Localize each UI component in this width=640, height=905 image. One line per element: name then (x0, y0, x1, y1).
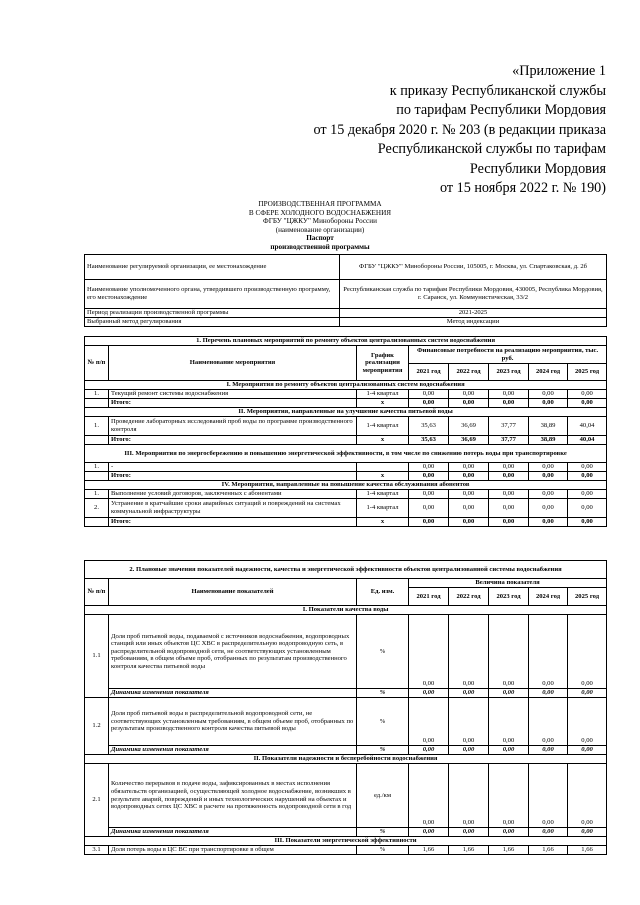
row-value: 0,00 (409, 764, 449, 828)
row-value: 0,00 (409, 490, 449, 499)
row-name: Текущий ремонт системы водоснабжения (109, 390, 357, 399)
row-num: 1. (85, 417, 109, 436)
row-value: 0,00 (529, 615, 568, 689)
row-value: 0,00 (568, 499, 607, 518)
row-value: 0,00 (489, 390, 529, 399)
dynamics-unit: % (357, 828, 409, 837)
row-unit: % (357, 846, 409, 855)
total-value: 0,00 (409, 518, 449, 527)
row-name: Доля проб питьевой воды, подаваемой с источников водоснабжения, водопроводных станций или иных объектов ЦС ХВС в распределительную водопроводную сеть, в распределительной водопроводной сети, не соответствующих установленным требованиям, в общем объеме проб, отобранных по результатам производственного контроля качества питьевой воды (109, 615, 357, 689)
indicators-table (84, 560, 607, 855)
dynamics-value: 0,00 (409, 828, 449, 837)
passport-row (85, 318, 607, 327)
row-value: 0,00 (529, 390, 568, 399)
row-num: 1.1 (85, 615, 109, 698)
passport-subtitle: производственной программы (270, 242, 370, 251)
row-value: 0,00 (568, 764, 607, 828)
row-schedule: 1-4 квартал (357, 490, 409, 499)
total-value: 0,00 (568, 472, 607, 481)
table-row (85, 490, 607, 499)
row-value: 1,66 (529, 846, 568, 855)
appendix-line: «Приложение 1 (512, 63, 606, 79)
total-value: 0,00 (529, 399, 568, 408)
row-value: 0,00 (568, 390, 607, 399)
row-schedule: 1-4 квартал (357, 417, 409, 436)
row-value: 0,00 (489, 499, 529, 518)
row-value: 0,00 (568, 615, 607, 689)
row-num: 1. (85, 463, 109, 472)
row-num: 1. (85, 390, 109, 399)
table-row (85, 499, 607, 518)
table1-col-schedule: График реализации мероприятия (357, 346, 409, 381)
table2-year: 2021 год (409, 588, 449, 606)
table2-year: 2022 год (449, 588, 489, 606)
row-value: 0,00 (568, 490, 607, 499)
dynamics-value: 0,00 (449, 746, 489, 755)
table1-year: 2021 год (409, 364, 449, 381)
dynamics-value: 0,00 (529, 689, 568, 698)
table2-year: 2025 год (568, 588, 607, 606)
row-unit: % (357, 698, 409, 746)
row-value: 0,00 (449, 764, 489, 828)
table1-title: 1. Перечень плановых мероприятий по ремонту объектов централизованных систем водоснабжения (85, 337, 607, 346)
row-value: 0,00 (449, 499, 489, 518)
dynamics-label: Динамика изменения показателя (109, 746, 357, 755)
row-num: 2.1 (85, 764, 109, 837)
row-name: Доля потерь воды в ЦС ВС при транспортировке в общем (109, 846, 357, 855)
total-row (85, 472, 607, 481)
passport-value: ФГБУ "ЦЖКУ" Минобороны России, 105005, г. Москва, ул. Спартаковская, д. 2б (340, 255, 607, 280)
table-row (85, 615, 607, 689)
table2-col-value: Величина показателя (409, 579, 607, 588)
dynamics-value: 0,00 (409, 746, 449, 755)
passport-row (85, 309, 607, 318)
passport-label: Наименование уполномоченного органа, утвердившего производственную программу, его местонахождение (85, 280, 340, 309)
row-value: 0,00 (409, 698, 449, 746)
dynamics-value: 0,00 (529, 746, 568, 755)
total-label: Итого: (109, 436, 357, 445)
row-value: 0,00 (489, 764, 529, 828)
row-value: 0,00 (409, 390, 449, 399)
row-num: 1.2 (85, 698, 109, 755)
row-value: 0,00 (568, 463, 607, 472)
appendix-line: к приказу Республиканской службы (389, 82, 606, 99)
total-value: 0,00 (489, 472, 529, 481)
row-value: 1,66 (409, 846, 449, 855)
passport-value: 2021-2025 (340, 309, 607, 318)
row-value: 0,00 (529, 698, 568, 746)
table1-year: 2025 год (568, 364, 607, 381)
appendix-header (246, 62, 606, 199)
total-value: 0,00 (409, 472, 449, 481)
row-value: 0,00 (449, 615, 489, 689)
passport-title: Паспорт (306, 234, 334, 243)
total-value: 40,04 (568, 436, 607, 445)
program-title (0, 200, 640, 252)
row-value: 1,66 (449, 846, 489, 855)
row-value: 1,66 (568, 846, 607, 855)
table1-section-title: I. Мероприятия по ремонту объектов централизованных систем водоснабжения (85, 381, 607, 390)
program-title-line1: ПРОИЗВОДСТВЕННАЯ ПРОГРАММА (258, 200, 382, 208)
table-row (85, 417, 607, 436)
dynamics-value: 0,00 (568, 828, 607, 837)
total-value: 0,00 (489, 399, 529, 408)
passport-table (84, 254, 607, 327)
total-value: 0,00 (449, 518, 489, 527)
total-label: Итого: (109, 472, 357, 481)
appendix-line: Республиканской службы по тарифам (377, 141, 606, 157)
dynamics-unit: % (357, 746, 409, 755)
row-value: 0,00 (409, 499, 449, 518)
appendix-line: по тарифам Республики Мордовия (396, 102, 606, 118)
total-value: 0,00 (529, 472, 568, 481)
dynamics-row (85, 689, 607, 698)
row-value: 36,69 (449, 417, 489, 436)
table2-year: 2023 год (489, 588, 529, 606)
total-value: 36,69 (449, 436, 489, 445)
dynamics-value: 0,00 (489, 828, 529, 837)
total-x: х (357, 436, 409, 445)
total-value: 38,89 (529, 436, 568, 445)
program-title-line2: В СФЕРЕ ХОЛОДНОГО ВОДОСНАБЖЕНИЯ (248, 208, 392, 217)
row-value: 0,00 (489, 490, 529, 499)
row-name: Проведение лабораторных исследований проб воды по программе производственного контроля (109, 417, 357, 436)
total-x: х (357, 518, 409, 527)
dynamics-value: 0,00 (568, 746, 607, 755)
table2-section-title: III. Показатели энергетической эффективности (85, 837, 607, 846)
table2-section-title: I. Показатели качества воды (85, 606, 607, 615)
table1-year: 2022 год (449, 364, 489, 381)
appendix-line: от 15 ноября 2022 г. № 190) (439, 180, 606, 196)
total-label: Итого: (109, 399, 357, 408)
row-value: 35,63 (409, 417, 449, 436)
dynamics-value: 0,00 (449, 828, 489, 837)
row-unit: % (357, 615, 409, 689)
appendix-line: от 15 декабря 2020 г. № 203 (в редакции приказа (313, 121, 606, 138)
dynamics-value: 0,00 (489, 689, 529, 698)
row-schedule: 1-4 квартал (357, 499, 409, 518)
dynamics-value: 0,00 (568, 689, 607, 698)
row-value: 0,00 (489, 698, 529, 746)
total-value: 0,00 (409, 399, 449, 408)
total-value: 0,00 (449, 399, 489, 408)
row-num: 1. (85, 490, 109, 499)
row-schedule: 1-4 квартал (357, 390, 409, 399)
table2-title: 2. Плановые значения показателей надежности, качества и энергетической эффективности объектов централизованной системы водоснабжения (85, 561, 607, 579)
activities-table (84, 336, 607, 527)
table2-col-num: № п/п (85, 579, 109, 606)
appendix-line: Республики Мордовия (469, 160, 606, 177)
row-value: 0,00 (489, 463, 529, 472)
passport-value: Метод индексации (340, 318, 607, 327)
total-row (85, 518, 607, 527)
dynamics-value: 0,00 (529, 828, 568, 837)
table1-col-finance: Финансовые потребности на реализацию мероприятия, тыс. руб. (409, 346, 607, 364)
passport-value: Республиканская служба по тарифам Республики Мордовия, 430005, Республика Мордовия, г. Саранск, ул. Коммунистическая, 33/2 (340, 280, 607, 309)
row-name: Выполнение условий договоров, заключенных с абонентами (109, 490, 357, 499)
total-value: 0,00 (489, 518, 529, 527)
dynamics-row (85, 828, 607, 837)
row-unit: ед./км (357, 764, 409, 828)
total-label: Итого: (109, 518, 357, 527)
program-title-line4: (наименование организации) (275, 225, 365, 234)
row-value: 0,00 (568, 698, 607, 746)
dynamics-value: 0,00 (409, 689, 449, 698)
passport-label: Период реализации производственной программы (85, 309, 340, 318)
row-name: Количество перерывов в подаче воды, зафиксированных в местах исполнения обязательств организацией, осуществляющей холодное водоснабжение, возникших в результате аварий, повреждений и иных технологических нарушений на объектах и водопроводных сетях ЦС ХВС в расчете на протяженность водопроводной сети в год (109, 764, 357, 828)
dynamics-label: Динамика изменения показателя (109, 689, 357, 698)
row-name: Устранение в кратчайшие сроки аварийных ситуаций и повреждений на системах коммунальной инфраструктуры (109, 499, 357, 518)
dynamics-value: 0,00 (449, 689, 489, 698)
row-value: 38,89 (529, 417, 568, 436)
passport-row (85, 280, 607, 309)
passport-label: Выбранный метод регулирования (85, 318, 340, 327)
total-value: 0,00 (449, 472, 489, 481)
total-value: 35,63 (409, 436, 449, 445)
table2-col-name: Наименование показателей (109, 579, 357, 606)
total-x: х (357, 399, 409, 408)
table2-section-title: II. Показатели надежности и бесперебойности водоснабжения (85, 755, 607, 764)
table1-col-num: № п/п (85, 346, 109, 381)
total-value: 0,00 (568, 518, 607, 527)
row-value: 1,66 (489, 846, 529, 855)
table1-section-title: IV. Мероприятия, направленные на повышение качества обслуживания абонентов (85, 481, 607, 490)
row-value: 0,00 (409, 463, 449, 472)
table2-col-unit: Ед. изм. (357, 579, 409, 606)
passport-label: Наименование регулируемой организации, ее местонахождение (85, 255, 340, 280)
table-row (85, 764, 607, 828)
program-title-line3: ФГБУ "ЦЖКУ" Минобороны России (263, 217, 377, 226)
table1-year: 2024 год (529, 364, 568, 381)
row-num: 3.1 (85, 846, 109, 855)
table1-section-title: III. Мероприятия по энергосбережению и повышению энергетической эффективности, в том числе по снижению потерь воды при транспортировке (85, 445, 607, 463)
row-name: - (109, 463, 357, 472)
dynamics-value: 0,00 (489, 746, 529, 755)
table-row (85, 698, 607, 746)
row-value: 0,00 (529, 764, 568, 828)
row-schedule (357, 463, 409, 472)
dynamics-label: Динамика изменения показателя (109, 828, 357, 837)
row-name: Доля проб питьевой воды в распределительной водопроводной сети, не соответствующих установленным требованиям, в общем объеме проб, отобранных по результатам производственного контроля качества питьевой воды (109, 698, 357, 746)
row-value: 0,00 (449, 463, 489, 472)
row-value: 37,77 (489, 417, 529, 436)
row-value: 40,04 (568, 417, 607, 436)
passport-row (85, 255, 607, 280)
total-value: 37,77 (489, 436, 529, 445)
total-row (85, 436, 607, 445)
row-value: 0,00 (489, 615, 529, 689)
row-value: 0,00 (409, 615, 449, 689)
table1-year: 2023 год (489, 364, 529, 381)
table1-col-name: Наименование мероприятия (109, 346, 357, 381)
table1-section-title: II. Мероприятия, направленные на улучшение качества питьевой воды (85, 408, 607, 417)
table2-year: 2024 год (529, 588, 568, 606)
table-row (85, 846, 607, 855)
row-value: 0,00 (449, 490, 489, 499)
table-row (85, 463, 607, 472)
row-value: 0,00 (449, 698, 489, 746)
total-value: 0,00 (529, 518, 568, 527)
total-row (85, 399, 607, 408)
dynamics-row (85, 746, 607, 755)
row-value: 0,00 (529, 499, 568, 518)
dynamics-unit: % (357, 689, 409, 698)
row-value: 0,00 (449, 390, 489, 399)
table-row (85, 390, 607, 399)
total-x: х (357, 472, 409, 481)
row-value: 0,00 (529, 490, 568, 499)
total-value: 0,00 (568, 399, 607, 408)
row-value: 0,00 (529, 463, 568, 472)
row-num: 2. (85, 499, 109, 518)
